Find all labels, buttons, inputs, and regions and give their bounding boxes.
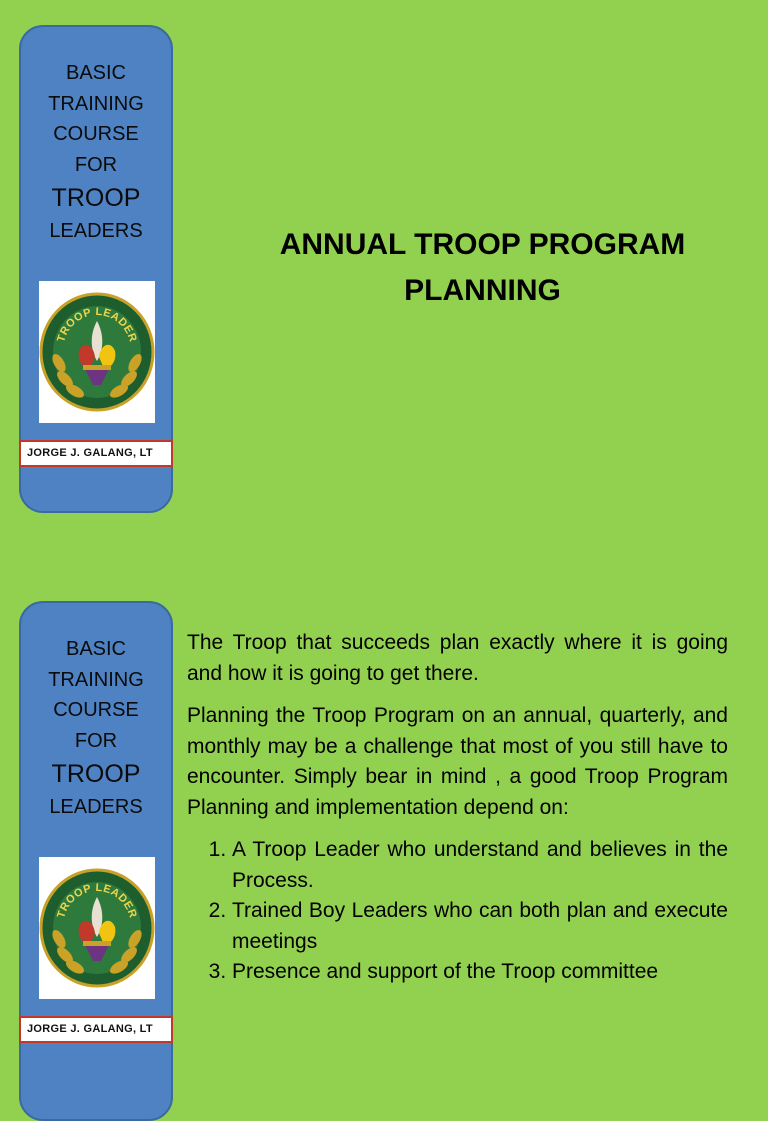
badge-text: TROOP LEADER bbox=[55, 881, 139, 920]
course-title bbox=[21, 27, 171, 247]
course-line-4: FOR bbox=[74, 729, 118, 752]
course-title bbox=[21, 603, 171, 823]
list-item: 1. A Troop Leader who understand and believes in the Process. bbox=[232, 835, 728, 896]
svg-text:TROOP LEADER bbox=[55, 882, 139, 920]
badge-text-arc bbox=[39, 857, 155, 999]
list-item: 3. Presence and support of the Troop committee bbox=[232, 957, 728, 988]
course-line-troop: TROOP bbox=[51, 184, 141, 212]
course-sidebar bbox=[19, 25, 173, 513]
course-line-leaders: LEADERS bbox=[49, 796, 143, 818]
badge-text: TROOP LEADER bbox=[55, 305, 139, 344]
page-title bbox=[200, 222, 765, 314]
title-line-2: PLANNING bbox=[404, 274, 561, 307]
troop-leader-badge bbox=[39, 857, 155, 999]
troop-leader-badge bbox=[39, 281, 155, 423]
course-line-1: BASIC bbox=[65, 638, 127, 660]
course-line-2: TRAINING bbox=[48, 92, 144, 115]
course-line-leaders: LEADERS bbox=[49, 220, 143, 242]
course-line-3: COURSE bbox=[53, 123, 139, 145]
svg-text:TROOP LEADER bbox=[55, 306, 139, 344]
badge-text-arc bbox=[39, 281, 155, 423]
requirements-list bbox=[187, 835, 728, 988]
author-label: JORGE J. GALANG, LT bbox=[19, 440, 173, 467]
course-sidebar bbox=[19, 601, 173, 1121]
body-text bbox=[187, 628, 728, 988]
author-label: JORGE J. GALANG, LT bbox=[19, 1016, 173, 1043]
title-line-1: ANNUAL TROOP PROGRAM bbox=[279, 228, 686, 261]
course-line-1: BASIC bbox=[65, 62, 127, 84]
course-line-troop: TROOP bbox=[51, 760, 141, 788]
paragraph-1: The Troop that succeeds plan exactly where it is going and how it is going to get there. bbox=[187, 631, 728, 685]
list-item: 2. Trained Boy Leaders who can both plan and execute meetings bbox=[232, 896, 728, 957]
paragraph-2: Planning the Troop Program on an annual, quarterly, and monthly may be a challenge that most of you still have to encounter. Simply bear in mind , a good Troop Program Planning and implementation depend on: bbox=[187, 704, 728, 819]
slide-2 bbox=[0, 576, 768, 1035]
course-line-4: FOR bbox=[74, 153, 118, 176]
course-line-2: TRAINING bbox=[48, 668, 144, 691]
course-line-3: COURSE bbox=[53, 699, 139, 721]
